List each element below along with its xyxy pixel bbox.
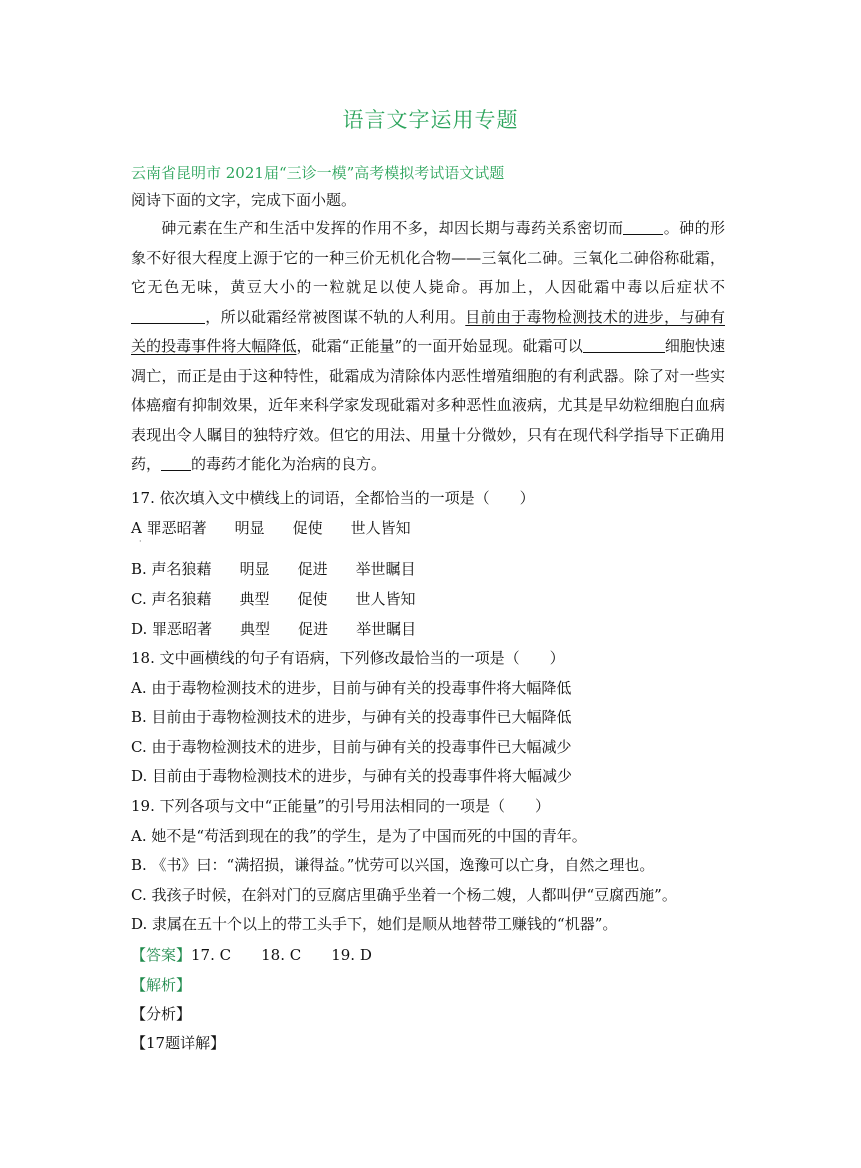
passage bbox=[131, 214, 725, 480]
analysis-label: 【解析】 bbox=[131, 976, 192, 994]
q17-detail-label: 【17题详解】 bbox=[131, 1034, 226, 1052]
q17-c-2: 典型 bbox=[239, 590, 270, 608]
q17-c-1: C. 声名狼藉 bbox=[131, 590, 212, 608]
q17-a-4: 世人皆知 bbox=[350, 519, 411, 537]
passage-text-4: ，砒霜“正能量”的一面开始显现。砒霜可以 bbox=[296, 337, 583, 355]
stray-dot: · bbox=[139, 537, 142, 546]
answer-line bbox=[131, 944, 372, 965]
q17-d-4: 举世瞩目 bbox=[356, 620, 417, 638]
q17-c-4: 世人皆知 bbox=[355, 590, 416, 608]
q17-d-3: 促进 bbox=[298, 620, 329, 638]
passage-text-2: 。砷的形象不好很大程度上源于它的一种三价无机化合物——三氧化二砷。三氧化二砷俗称砒霜，它无色无味，黄豆大小的一粒就足以使人毙命。再加上，人因砒霜中毒以后症状不 bbox=[131, 219, 725, 296]
q18-option-c: C. 由于毒物检测技术的进步，目前与砷有关的投毒事件已大幅减少 bbox=[131, 738, 572, 756]
q18-option-b: B. 目前由于毒物检测技术的进步，与砷有关的投毒事件已大幅降低 bbox=[131, 708, 572, 726]
q18-stem: 18. 文中画横线的句子有语病，下列修改最恰当的一项是（ ） bbox=[131, 649, 565, 667]
q19-option-d: D. 隶属在五十个以上的带工头手下，她们是顺从地替带工赚钱的“机器”。 bbox=[131, 915, 618, 933]
q18-option-a: A. 由于毒物检测技术的进步，目前与砷有关的投毒事件将大幅降低 bbox=[131, 679, 572, 697]
passage-text-1: 砷元素在生产和生活中发挥的作用不多，却因长期与毒药关系密切而 bbox=[161, 219, 624, 237]
q17-a-3: 促使 bbox=[292, 519, 323, 537]
answer-text: 17. C 18. C 19. D bbox=[191, 946, 372, 964]
q17-b-3: 促进 bbox=[297, 560, 328, 578]
q17-option-c bbox=[131, 588, 416, 609]
q17-d-2: 典型 bbox=[240, 620, 271, 638]
q17-a-2: 明显 bbox=[234, 519, 265, 537]
q17-option-b bbox=[131, 558, 416, 579]
q17-option-d bbox=[131, 618, 416, 639]
passage-text-5: 细胞快速凋亡，而正是由于这种特性，砒霜成为清除体内恶性增殖细胞的有利武器。除了对一些实体癌瘤有抑制效果，近年来科学家发现砒霜对多种恶性血液病，尤其是早幼粒细胞白血病表现出令人瞩目的独特疗效。但它的用法、用量十分微妙，只有在现代科学指导下正确用药， bbox=[131, 337, 725, 473]
q19-option-c: C. 我孩子时候，在斜对门的豆腐店里确乎坐着一个杨二嫂，人都叫伊“豆腐西施”。 bbox=[131, 886, 677, 904]
q17-c-3: 促使 bbox=[297, 590, 328, 608]
q19-option-a: A. 她不是“苟活到现在的我”的学生，是为了中国而死的中国的青年。 bbox=[131, 827, 587, 845]
fenxi-label: 【分析】 bbox=[131, 1005, 192, 1023]
blank-1 bbox=[623, 220, 663, 235]
q17-b-4: 举世瞩目 bbox=[355, 560, 416, 578]
passage-text-3: ，所以砒霜经常被图谋不轨的人利用。 bbox=[205, 307, 466, 326]
q19-stem: 19. 下列各项与文中“正能量”的引号用法相同的一项是（ ） bbox=[131, 797, 550, 815]
blank-4 bbox=[161, 456, 191, 471]
answer-label: 【答案】 bbox=[131, 946, 192, 964]
q17-a-1: A 罪恶昭著 bbox=[131, 519, 207, 537]
q17-d-1: D. 罪恶昭著 bbox=[131, 620, 213, 638]
q19-option-b: B. 《书》曰：“满招损，谦得益。”忧劳可以兴国，逸豫可以亡身，自然之理也。 bbox=[131, 856, 655, 874]
exam-source: 云南省昆明市 2021届“三诊一模”高考模拟考试语文试题 bbox=[131, 164, 505, 182]
underlined-sentence: 目前由于毒物检测技术的进步，与砷有关的投毒事件将大幅降低 bbox=[131, 307, 725, 355]
q17-option-a bbox=[131, 517, 411, 538]
q18-option-d: D. 目前由于毒物检测技术的进步，与砷有关的投毒事件将大幅减少 bbox=[131, 767, 573, 785]
instruction: 阅诗下面的文字，完成下面小题。 bbox=[131, 191, 357, 209]
q17-b-2: 明显 bbox=[239, 560, 270, 578]
blank-2 bbox=[131, 309, 205, 324]
q17-stem: 17. 依次填入文中横线上的词语，全都恰当的一项是（ ） bbox=[131, 489, 535, 507]
passage-text-6: 的毒药才能化为治病的良方。 bbox=[191, 455, 387, 473]
page-title: 语言文字运用专题 bbox=[342, 108, 519, 132]
blank-3 bbox=[583, 338, 665, 353]
q17-b-1: B. 声名狼藉 bbox=[131, 560, 212, 578]
